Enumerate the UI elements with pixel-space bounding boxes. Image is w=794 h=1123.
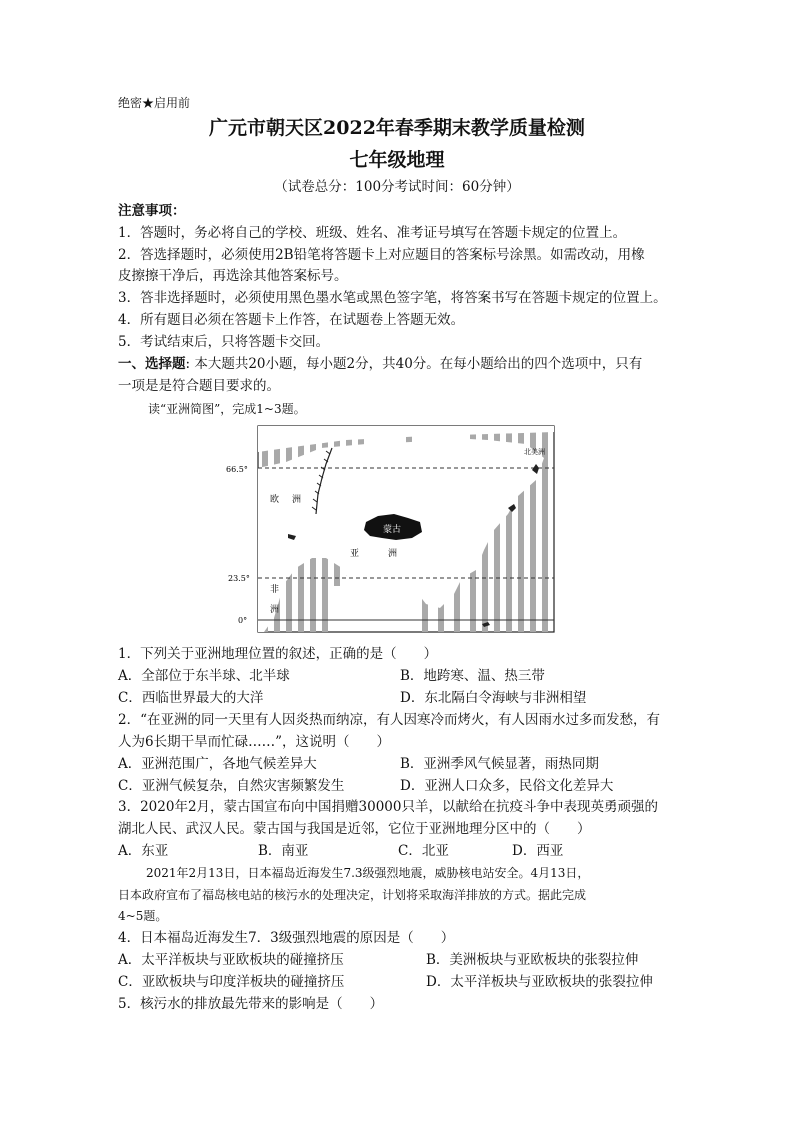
lat-label-665: 66.5° <box>226 465 248 474</box>
lat-label-0: 0° <box>238 616 248 625</box>
q5-stem: 5．核污水的排放最先带来的影响是（ ） <box>118 996 384 1012</box>
q2-stem-line2: 人为6长期干旱而忙碌……”，这说明（ ） <box>118 734 390 750</box>
exam-info: （试卷总分：100分考试时间：60分钟） <box>274 179 520 195</box>
passage-line2: 日本政府宣布了福岛核电站的核污水的处理决定，计划将采取海洋排放的方式。据此完成 <box>118 888 587 902</box>
q3-stem-line1: 3．2020年2月，蒙古国宣布向中国捐赠30000只羊，以献给在抗疫斗争中表现英勇顽强的 <box>118 799 658 815</box>
q4-option-d: D．太平洋板块与亚欧板块的张裂拉伸 <box>426 974 653 990</box>
note-item: 4．所有题目必须在答题卡上作答，在试题卷上答题无效。 <box>118 312 465 328</box>
q3-option-c: C．北亚 <box>398 843 449 859</box>
note-item: 2．答选择题时，必须使用2B铅笔将答题卡上对应题目的答案标号涂黑。如需改动，用橡 <box>118 247 645 263</box>
label-africa-1: 非 <box>270 585 280 595</box>
asia-map <box>226 418 560 640</box>
section1-desc-line2: 一项是是符合题目要求的。 <box>118 378 280 394</box>
label-asia-1: 亚 <box>350 549 360 559</box>
section1-header <box>118 355 642 373</box>
q2-stem-line1: 2．“在亚洲的同一天里有人因炎热而纳凉，有人因寒冷而烤火，有人因雨水过多而发愁，有 <box>118 712 660 728</box>
q1-option-c: C．西临世界最大的大洋 <box>118 690 264 706</box>
q2-option-b: B．亚洲季风气候显著，雨热同期 <box>400 756 599 772</box>
label-asia-2: 洲 <box>388 549 398 559</box>
q3-option-a: A．东亚 <box>118 843 169 859</box>
note-item: 皮擦擦干净后，再选涂其他答案标号。 <box>118 268 348 284</box>
section1-desc: : 本大题共20小题，每小题2分，共40分。在每小题给出的四个选项中，只有 <box>185 356 643 372</box>
note-item: 3．答非选择题时，必须使用黑色墨水笔或黑色签字笔，将答案书写在答题卡规定的位置上。 <box>118 290 667 306</box>
notes-heading: 注意事项： <box>118 203 186 219</box>
exam-subtitle: 七年级地理 <box>349 149 445 171</box>
passage-line1: 2021年2月13日，日本福岛近海发生7.3级强烈地震，威胁核电站安全。4月13日， <box>146 866 590 880</box>
note-item: 1．答题时，务必将自己的学校、班级、姓名、准考证号填写在答题卡规定的位置上。 <box>118 225 627 241</box>
map-intro: 读“亚洲简图”，完成1~3题。 <box>148 402 306 416</box>
q1-option-b: B．地跨寒、温、热三带 <box>400 668 545 684</box>
label-north-america: 北美洲 <box>524 448 545 456</box>
secret-tag: 绝密★启用前 <box>118 96 191 110</box>
label-europe-1: 欧 <box>270 495 280 505</box>
label-europe-2: 洲 <box>292 495 302 505</box>
q1-option-d: D．东北隔白令海峡与非洲相望 <box>400 690 587 706</box>
q4-option-a: A．太平洋板块与亚欧板块的碰撞挤压 <box>118 952 344 968</box>
q2-option-a: A．亚洲范围广，各地气候差异大 <box>118 756 317 772</box>
q4-option-c: C．亚欧板块与印度洋板块的碰撞挤压 <box>118 974 345 990</box>
q3-stem-line2: 湖北人民、武汉人民。蒙古国与我国是近邻，它位于亚洲地理分区中的（ ） <box>118 821 591 837</box>
q3-option-d: D．西亚 <box>512 843 564 859</box>
label-africa-2: 洲 <box>270 605 280 615</box>
q1-stem: 1．下列关于亚洲地理位置的叙述，正确的是（ ） <box>118 646 438 662</box>
q2-option-d: D．亚洲人口众多，民俗文化差异大 <box>400 778 614 794</box>
label-mongolia: 蒙古 <box>383 525 402 535</box>
passage-line3: 4~5题。 <box>118 909 168 923</box>
exam-title: 广元市朝天区2022年春季期末教学质量检测 <box>209 117 585 139</box>
section1-heading: 一、选择题 <box>118 356 186 372</box>
lat-label-235: 23.5° <box>228 574 250 583</box>
q4-option-b: B．美洲板块与亚欧板块的张裂拉伸 <box>426 952 639 968</box>
q1-option-a: A．全部位于东半球、北半球 <box>118 668 290 684</box>
q4-stem: 4．日本福岛近海发生7．3级强烈地震的原因是（ ） <box>118 930 455 946</box>
q3-option-b: B．南亚 <box>258 843 309 859</box>
note-item: 5．考试结束后，只将答题卡交回。 <box>118 334 330 350</box>
q2-option-c: C．亚洲气候复杂，自然灾害频繁发生 <box>118 778 345 794</box>
